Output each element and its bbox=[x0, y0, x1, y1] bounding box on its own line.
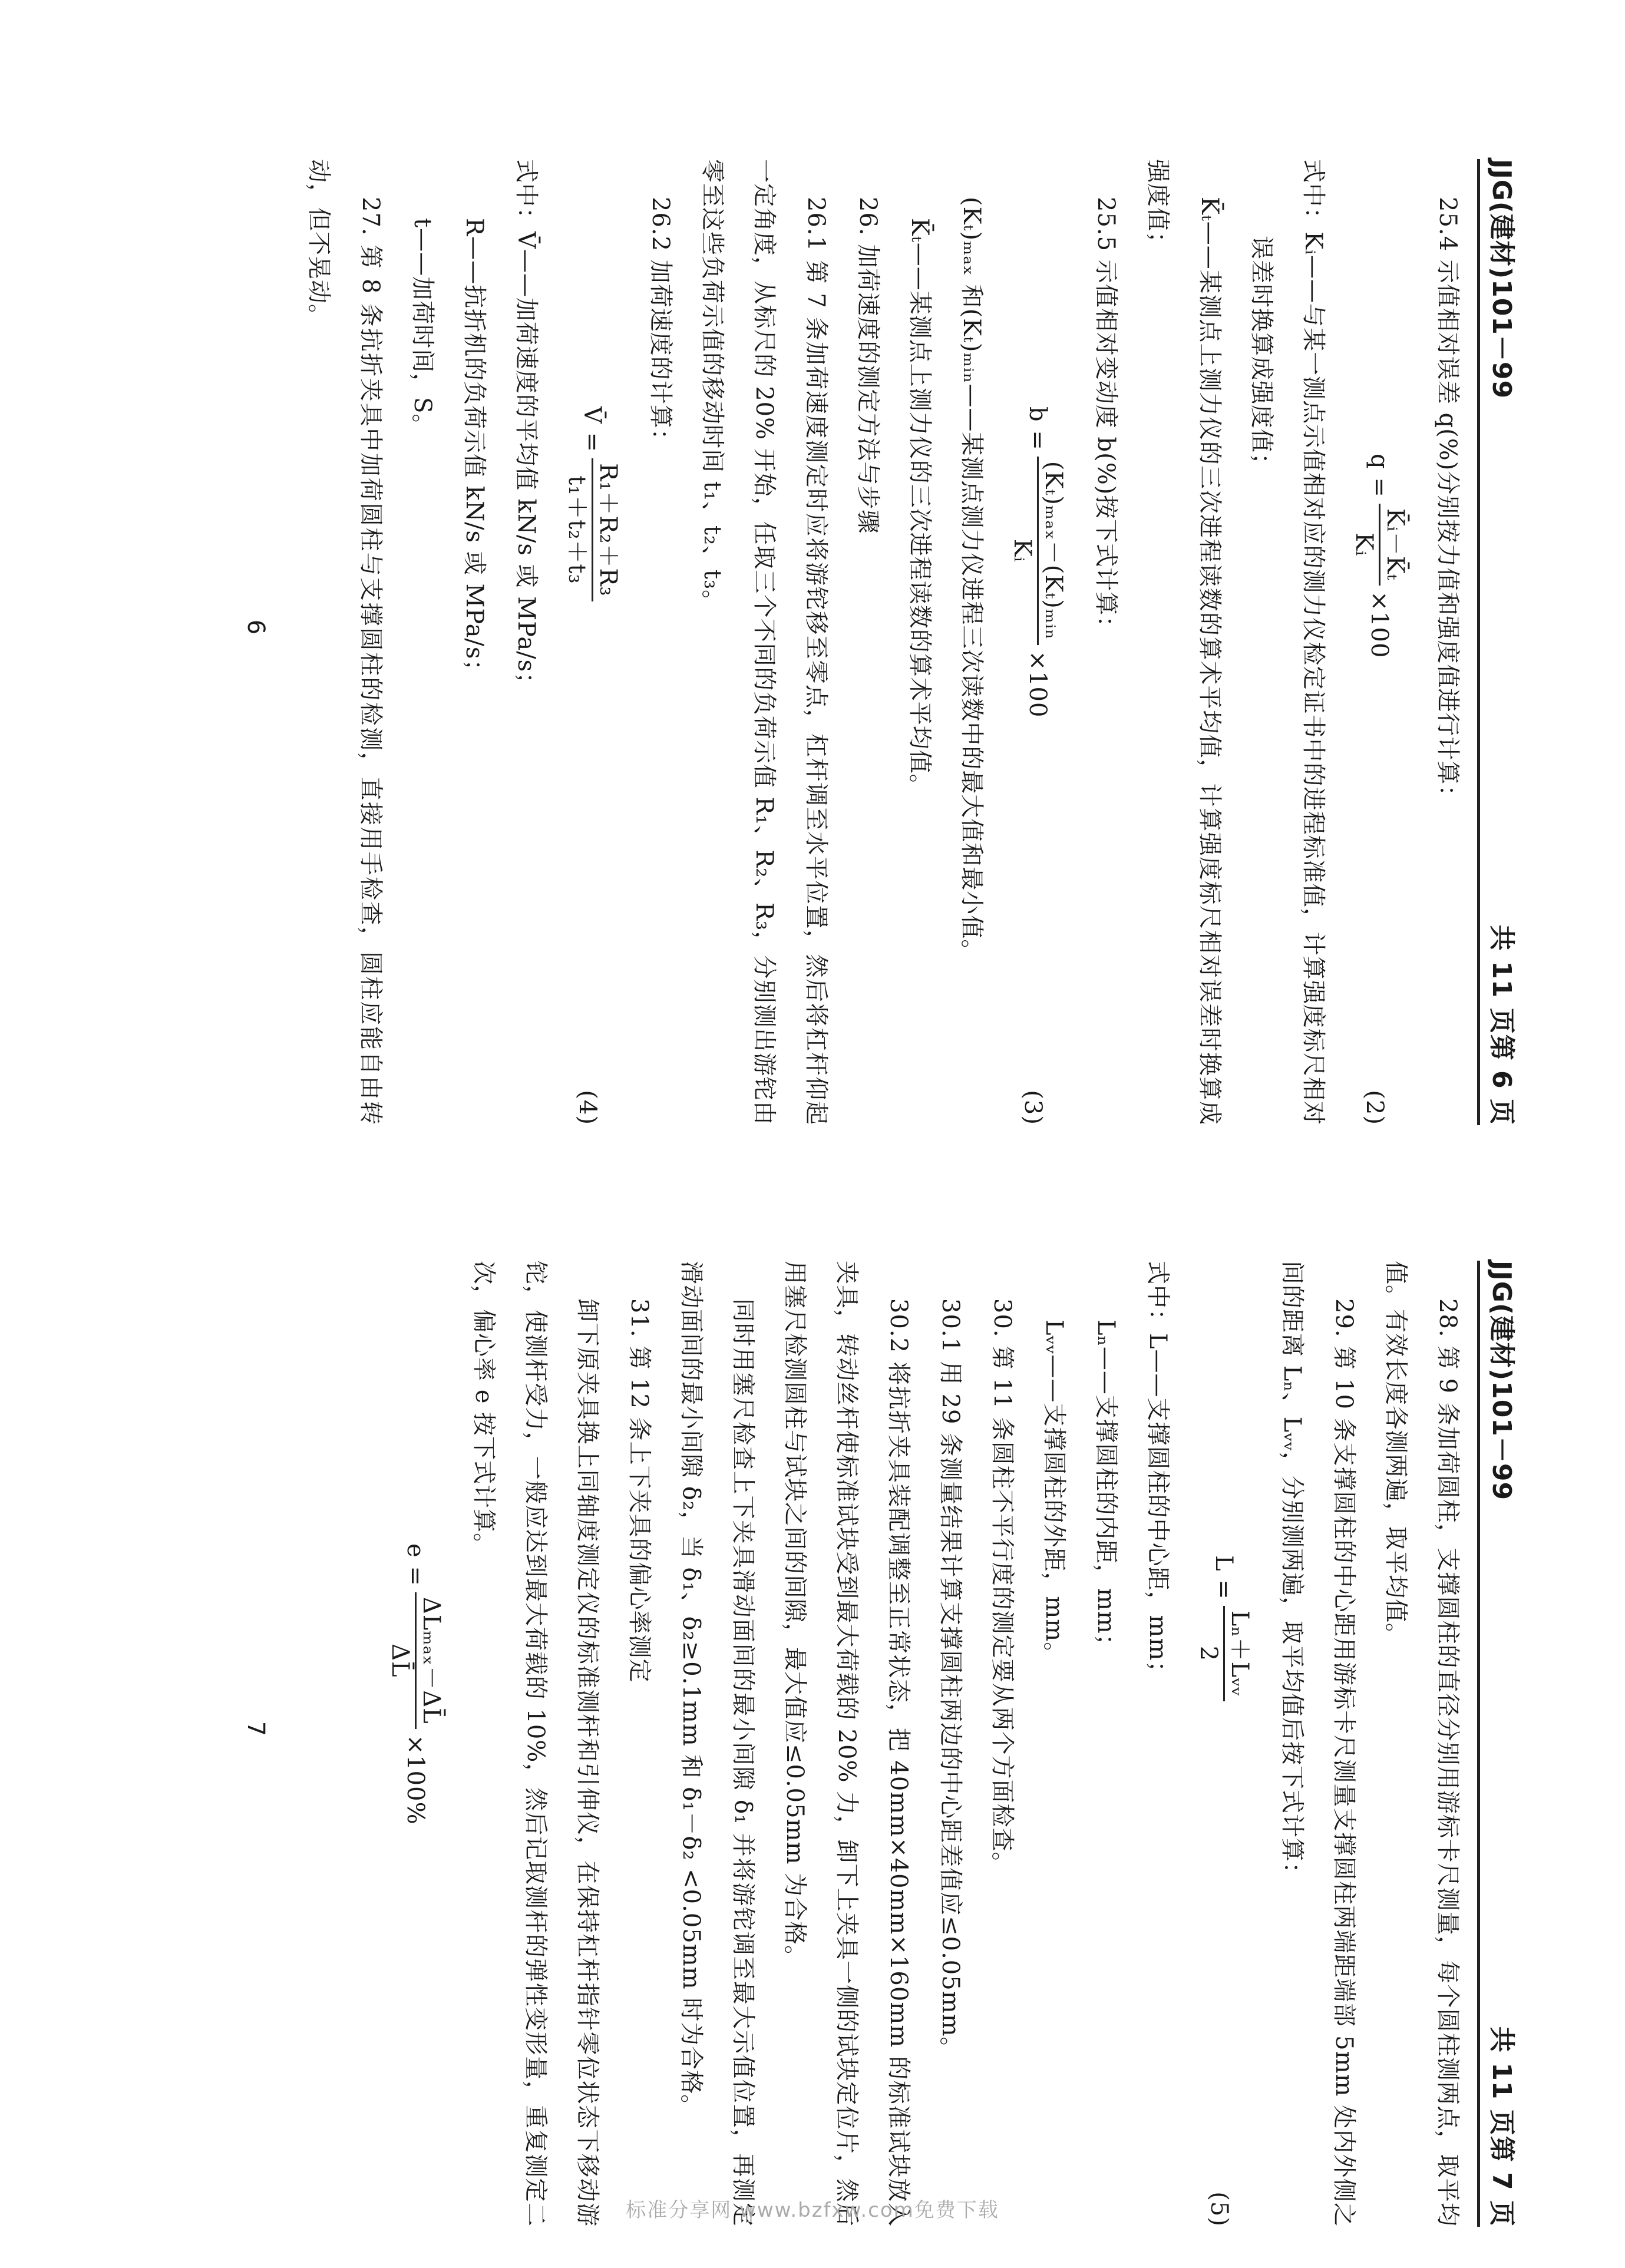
clause-26-2: 26.2 加荷速度的计算： bbox=[647, 197, 674, 453]
page-number: 6 bbox=[242, 619, 269, 636]
document-page-6 bbox=[212, 88, 1544, 1166]
standard-code: JJG(建材)101－99 bbox=[1487, 159, 1517, 399]
definition: K̄ₜ——某测点上测力仪的三次进程读数的算术平均值，计算强度标尺相对误差时换算成强度值； bbox=[1144, 159, 1223, 1125]
definition: Lᵥᵥ——支撑圆柱的外距，mm。 bbox=[1041, 1320, 1068, 1667]
clause-30-1: 30.1 用 29 条测量结果计算支撑圆柱两边的中心距差值应≤0.05mm。 bbox=[937, 1298, 964, 2061]
watermark-footer: 标准分享网 www.bzfxw.com免费下载 bbox=[626, 2198, 999, 2222]
clause-31-body: 卸下原夹具换上同轴度测定仪的标准测杆和引伸仪，在保持杠杆指针零位状态下移动游铊，使测杆受力，一般应达到最大荷载的 10%，然后记取测杆的弹性变形量，重复测定二次，偏心率 e 按下式计算。 bbox=[470, 1261, 601, 2227]
denominator: ΔL̄ bbox=[387, 1644, 414, 1678]
page-count: 共 11 页第 7 页 bbox=[1487, 2026, 1517, 2227]
clause-29: 29. 第 10 条支撑圆柱的中心距用游标卡尺测量支撑圆柱两端距端部 5mm 处内外侧之间的距离 Lₙ、Lᵥᵥ，分别测两遍，取平均值后按下式计算： bbox=[1279, 1261, 1358, 2227]
formula-3 bbox=[998, 159, 1080, 1125]
numerator: R₁＋R₂＋R₃ bbox=[592, 458, 623, 601]
formula-lhs: L = bbox=[1210, 1555, 1238, 1600]
formula-rhs: ×100% bbox=[402, 1734, 430, 1825]
definition: 式中：Kᵢ——与某一测点示值相对应的测力仪检定证书中的进程标准值，计算强度标尺相对误差时换算成强度值； bbox=[1248, 159, 1327, 1125]
definition: 式中：L——支撑圆柱的中心距，mm； bbox=[1144, 1261, 1171, 1685]
clause-26: 26. 加荷速度的测定方法与步骤 bbox=[854, 197, 881, 534]
clause-30-2-cont: 同时用塞尺检查上下夹具滑动面间的最小间隙 δ₁ 并将游铊调至最大示值位置，再测定滑动面间的最小间隙 δ₂，当 δ₁、δ₂≥0.1mm 和 δ₁－δ₂ <0.05mm 时为合格。 bbox=[678, 1261, 757, 2227]
equation-number: (4) bbox=[574, 1090, 601, 1125]
equation-number: (5) bbox=[1205, 2191, 1233, 2227]
formula-rhs: ×100 bbox=[1024, 650, 1052, 718]
definition: t——加荷时间，S。 bbox=[409, 218, 436, 438]
fraction bbox=[1194, 1606, 1254, 1701]
formula-2 bbox=[1339, 159, 1422, 1125]
denominator: 2 bbox=[1195, 1645, 1222, 1662]
fraction bbox=[385, 1592, 446, 1729]
denominator: Kᵢ bbox=[1009, 538, 1036, 563]
clause-25-5: 25.5 示值相对变动度 b(%)按下式计算： bbox=[1092, 197, 1119, 640]
formula-6 bbox=[375, 1261, 458, 2227]
clause-30-2: 30.2 将抗折夹具装配调整至正常状态，把 40mm×40mm×160mm 的标准试块放入夹具，转动丝杆使标准试块受到最大荷载的 20% 力，卸下上夹具一侧的试块定位片，然后用塞尺检测圆柱与试块之间的间隙，最大值应≤0.05mm 为合格。 bbox=[781, 1261, 912, 2227]
formula-rhs: ×100 bbox=[1366, 591, 1393, 659]
definition: Lₙ——支撑圆柱的内距，mm； bbox=[1092, 1320, 1119, 1658]
numerator: (Kₜ)ₘₐₓ－(Kₜ)ₘᵢₙ bbox=[1037, 457, 1068, 645]
fraction bbox=[1349, 504, 1410, 586]
equation-number: (3) bbox=[1019, 1090, 1046, 1125]
formula-4 bbox=[552, 159, 635, 1125]
page-header bbox=[1477, 1261, 1520, 2227]
fraction bbox=[562, 458, 623, 601]
clause-28: 28. 第 9 条加荷圆柱，支撑圆柱的直径分别用游标卡尺测量，每个圆柱测两点，取平均值。有效长度各测两遍，取平均值。 bbox=[1382, 1261, 1461, 2227]
clause-26-1: 26.1 第 7 条加荷速度测定时应将游铊移至零点，杠杆调至水平位置，然后将杠杆仰起一定角度，从标尺的 20% 开始，任取三个不同的负荷示值 R₁、R₂、R₃，分别测出游铊由零至这些负荷示值的移动时间 t₁、t₂、t₃。 bbox=[699, 159, 830, 1125]
formula-lhs: q = bbox=[1366, 454, 1393, 498]
definition: R——抗折机的负荷示值 kN/s 或 MPa/s； bbox=[461, 218, 488, 684]
document-page-7 bbox=[212, 1190, 1544, 2268]
page-number: 7 bbox=[242, 1721, 269, 1737]
definition: 式中：V̄——加荷速度的平均值 kN/s 或 MPa/s； bbox=[513, 159, 540, 697]
equation-number: (2) bbox=[1361, 1090, 1388, 1125]
standard-code: JJG(建材)101－99 bbox=[1487, 1261, 1517, 1501]
denominator: Kᵢ bbox=[1350, 533, 1378, 557]
formula-lhs: V̄ = bbox=[579, 406, 606, 453]
clause-31: 31. 第 12 条上下夹具的偏心率测定 bbox=[626, 1298, 653, 1683]
formula-lhs: b = bbox=[1024, 406, 1052, 451]
numerator: Lₙ＋Lᵥᵥ bbox=[1223, 1606, 1254, 1701]
numerator: K̄ᵢ－K̄ₜ bbox=[1379, 504, 1410, 586]
clause-30: 30. 第 11 条圆柱不平行度的测定要从两个方面检查。 bbox=[989, 1298, 1016, 1876]
clause-25-4: 25.4 示值相对误差 q(%)分别按力值和强度值进行计算： bbox=[1434, 197, 1461, 809]
numerator: ΔLₘₐₓ－ΔL̄ bbox=[415, 1592, 446, 1729]
page-count: 共 11 页第 6 页 bbox=[1487, 924, 1517, 1125]
definition: (Kₜ)ₘₐₓ 和(Kₜ)ₘᵢₙ——某测点测力仪进程三次读数中的最大值和最小值。 bbox=[958, 197, 985, 964]
denominator: t₁＋t₂＋t₃ bbox=[563, 475, 590, 584]
fraction bbox=[1008, 457, 1068, 645]
page-header bbox=[1477, 159, 1520, 1125]
definition: K̄ₜ——某测点上测力仪的三次进程读数的算术平均值。 bbox=[906, 218, 933, 798]
formula-5 bbox=[1184, 1261, 1266, 2227]
clause-27: 27. 第 8 条抗折夹具中加荷圆柱与支撑圆柱的检测，直接用手检查，圆柱应能自由转动，但不晃动。 bbox=[305, 159, 384, 1125]
formula-lhs: e = bbox=[402, 1543, 430, 1586]
